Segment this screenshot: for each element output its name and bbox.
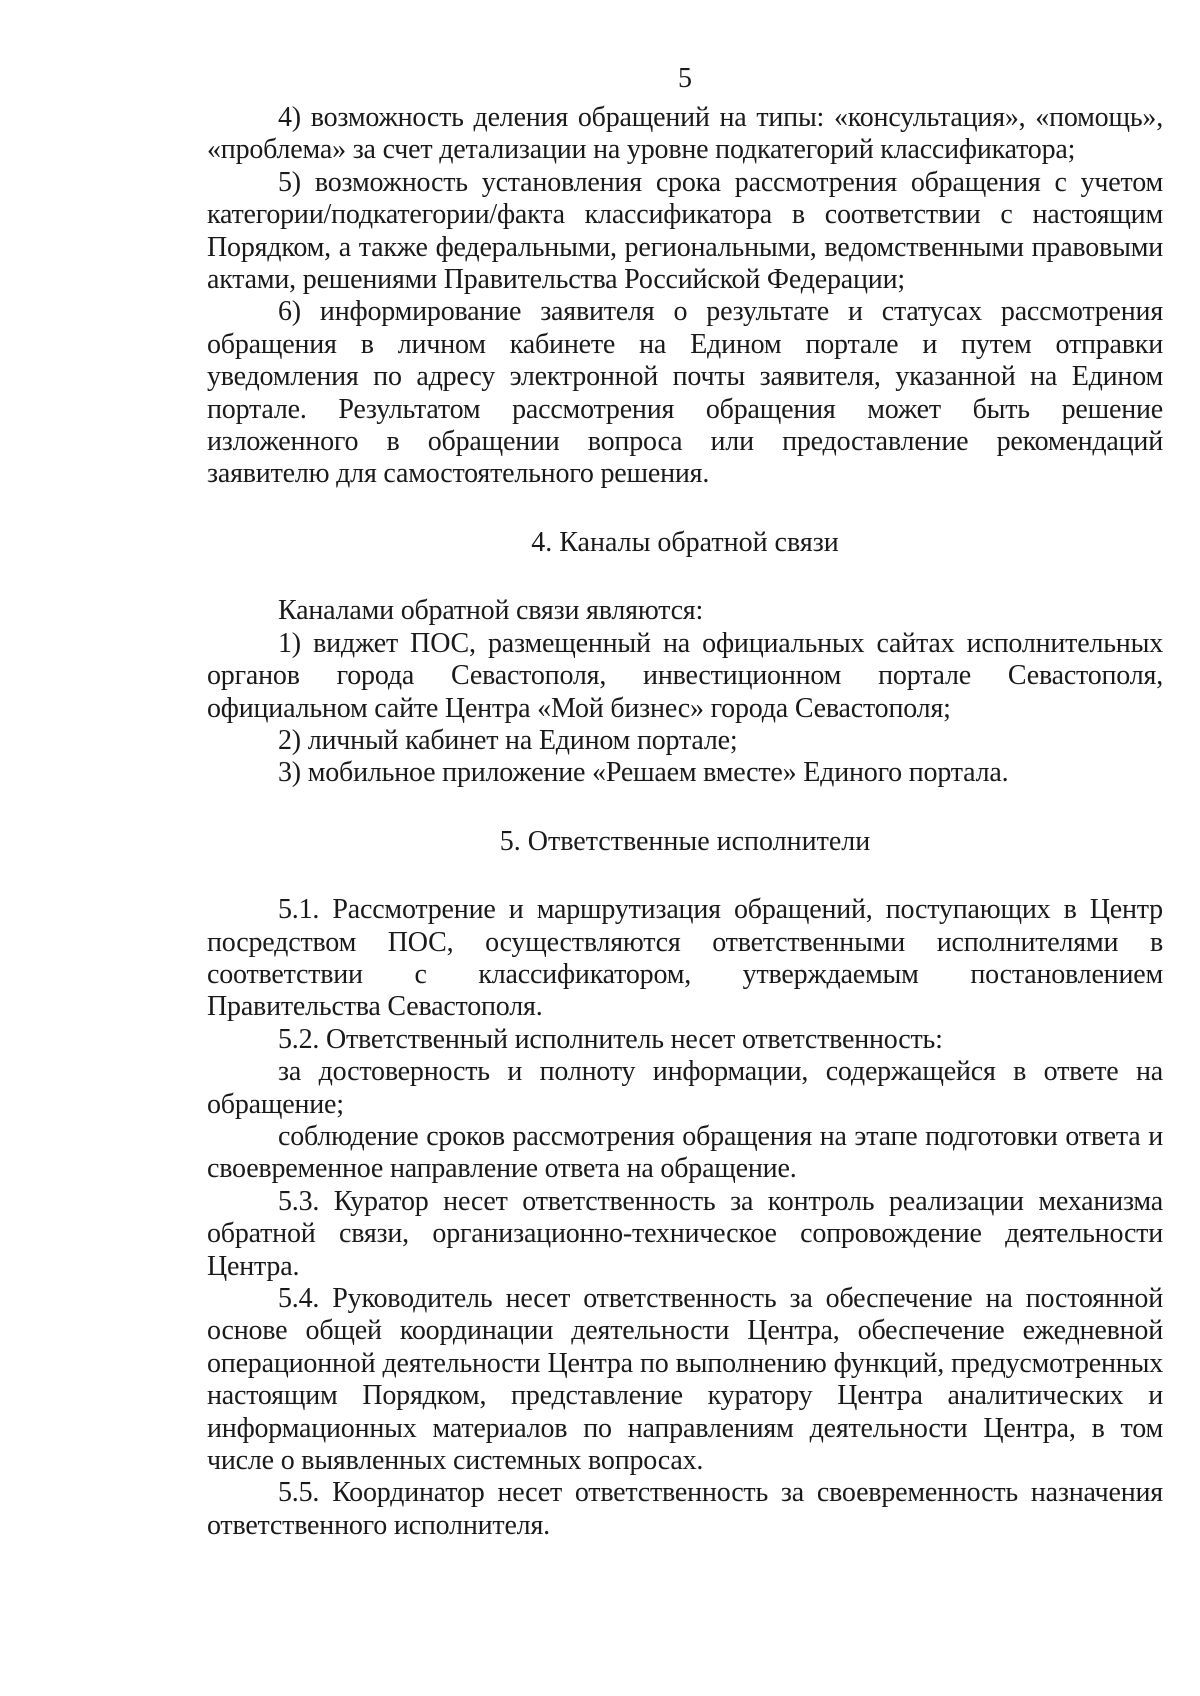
paragraph-5-3: 5.3. Куратор несет ответственность за контроль реализации механизма обратной связи, организационно-техническое сопровождение деятельности Центра. bbox=[207, 1185, 1163, 1282]
paragraph-5-4: 5.4. Руководитель несет ответственность за обеспечение на постоянной основе общей координации деятельности Центра, обеспечение ежедневной операционной деятельности Центра по выполнению функций, предусмотренных настоящим Порядком, представление куратору Центра аналитических и информационных материалов по направлениям деятельности Центра, в том числе о выявленных системных вопросах. bbox=[207, 1283, 1163, 1477]
paragraph-5-2-a: за достоверность и полноту информации, содержащейся в ответе на обращение; bbox=[207, 1056, 1163, 1120]
section-4-heading: 4. Каналы обратной связи bbox=[531, 526, 839, 558]
section-4-item-2: 2) личный кабинет на Едином портале; bbox=[278, 724, 738, 756]
paragraph-5-2: 5.2. Ответственный исполнитель несет ответственность: bbox=[278, 1023, 943, 1055]
document-page bbox=[207, 62, 1163, 1542]
item-4-paragraph: 4) возможность деления обращений на типы: «консультация», «помощь», «проблема» за счет детализации на уровне подкатегорий классификатора; bbox=[207, 102, 1163, 166]
page-number: 5 bbox=[678, 63, 692, 94]
paragraph-5-2-b: соблюдение сроков рассмотрения обращения на этапе подготовки ответа и своевременное направление ответа на обращение. bbox=[207, 1120, 1163, 1185]
section-5-heading: 5. Ответственные исполнители bbox=[499, 825, 871, 857]
section-4-item-3: 3) мобильное приложение «Решаем вместе» Единого портала. bbox=[278, 757, 1009, 789]
item-6-paragraph: 6) информирование заявителя о результате и статусах рассмотрения обращения в личном кабинете на Едином портале и путем отправки уведомления по адресу электронной почты заявителя, указанной на Едином портале. Результатом рассмотрения обращения может быть решение изложенного в обращении вопроса или предоставление рекомендаций заявителю для самостоятельного решения. bbox=[207, 296, 1163, 490]
item-5-paragraph: 5) возможность установления срока рассмотрения обращения с учетом категории/подкатегории/факта классификатора в соответствии с настоящим Порядком, а также федеральными, региональными, ведомственными правовыми актами, решениями Правительства Российской Федерации; bbox=[207, 166, 1163, 296]
section-4-intro: Каналами обратной связи являются: bbox=[278, 595, 704, 627]
paragraph-5-5: 5.5. Координатор несет ответственность за своевременность назначения ответственного исполнителя. bbox=[207, 1477, 1163, 1541]
paragraph-5-1: 5.1. Рассмотрение и маршрутизация обращений, поступающих в Центр посредством ПОС, осуществляются ответственными исполнителями в соответствии с классификатором, утверждаемым постановлением Правительства Севастополя. bbox=[207, 894, 1163, 1023]
section-4-item-1: 1) виджет ПОС, размещенный на официальных сайтах исполнительных органов города Севастополя, инвестиционном портале Севастополя, официальном сайте Центра «Мой бизнес» города Севастополя; bbox=[207, 627, 1163, 724]
